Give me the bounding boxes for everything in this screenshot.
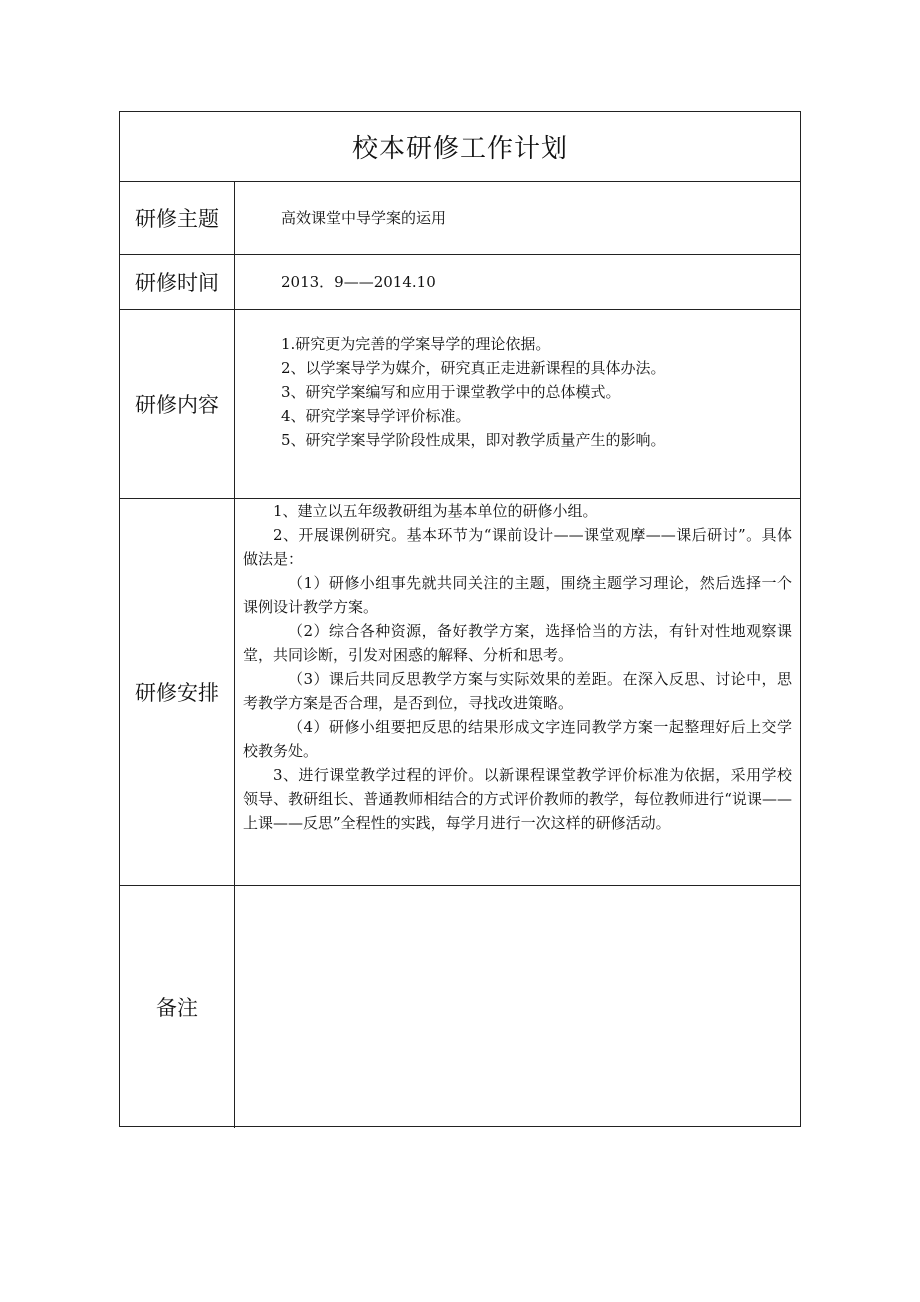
plan-paragraph: （1）研修小组事先就共同关注的主题，围绕主题学习理论，然后选择一个课例设计教学方案。 — [243, 574, 792, 616]
plan-paragraph: 1、建立以五年级教研组为基本单位的研修小组。 — [273, 502, 598, 520]
note-label: 备注 — [120, 886, 235, 1128]
note-row — [120, 886, 800, 1128]
time-label: 研修时间 — [120, 255, 235, 309]
content-item: 4、研究学案导学评价标准。 — [281, 407, 471, 425]
theme-label: 研修主题 — [120, 182, 235, 254]
time-value: 2013．9——2014.10 — [281, 273, 436, 291]
content-item: 3、研究学案编写和应用于课堂教学中的总体模式。 — [281, 383, 621, 401]
time-value-cell — [235, 255, 800, 309]
theme-value-cell — [235, 182, 800, 254]
content-item: 5、研究学案导学阶段性成果，即对教学质量产生的影响。 — [281, 431, 666, 449]
content-row — [120, 310, 800, 499]
note-value-cell — [235, 886, 800, 1128]
theme-row — [120, 182, 800, 255]
page-title: 校本研修工作计划 — [351, 134, 568, 164]
title-row — [120, 112, 800, 182]
content-value-cell — [235, 310, 800, 498]
plan-table — [119, 111, 801, 1127]
plan-paragraph: 3、进行课堂教学过程的评价。以新课程课堂教学评价标准为依据，采用学校领导、教研组长、普通教师相结合的方式评价教师的教学，每位教师进行“说课——上课——反思”全程性的实践，每学月进行一次这样的研修活动。 — [243, 766, 792, 832]
content-item: 2、以学案导学为媒介，研究真正走进新课程的具体办法。 — [281, 359, 666, 377]
plan-row — [120, 499, 800, 886]
plan-value-cell — [235, 499, 800, 885]
plan-paragraph: （3）课后共同反思教学方案与实际效果的差距。在深入反思、讨论中，思考教学方案是否合理，是否到位，寻找改进策略。 — [243, 670, 792, 712]
time-row — [120, 255, 800, 310]
content-label: 研修内容 — [120, 310, 235, 498]
content-list — [235, 310, 800, 452]
plan-paragraph: （2）综合各种资源，备好教学方案，选择恰当的方法，有针对性地观察课堂，共同诊断，引发对困惑的解释、分析和思考。 — [243, 622, 792, 664]
theme-value: 高效课堂中导学案的运用 — [281, 209, 447, 227]
plan-paragraph: （4）研修小组要把反思的结果形成文字连同教学方案一起整理好后上交学校教务处。 — [243, 718, 792, 760]
plan-paragraphs — [235, 499, 800, 835]
content-item: 1.研究更为完善的学案导学的理论依据。 — [281, 335, 551, 353]
plan-label: 研修安排 — [120, 499, 235, 885]
plan-paragraph: 2、开展课例研究。基本环节为“课前设计——课堂观摩——课后研讨”。具体做法是： — [243, 526, 792, 568]
